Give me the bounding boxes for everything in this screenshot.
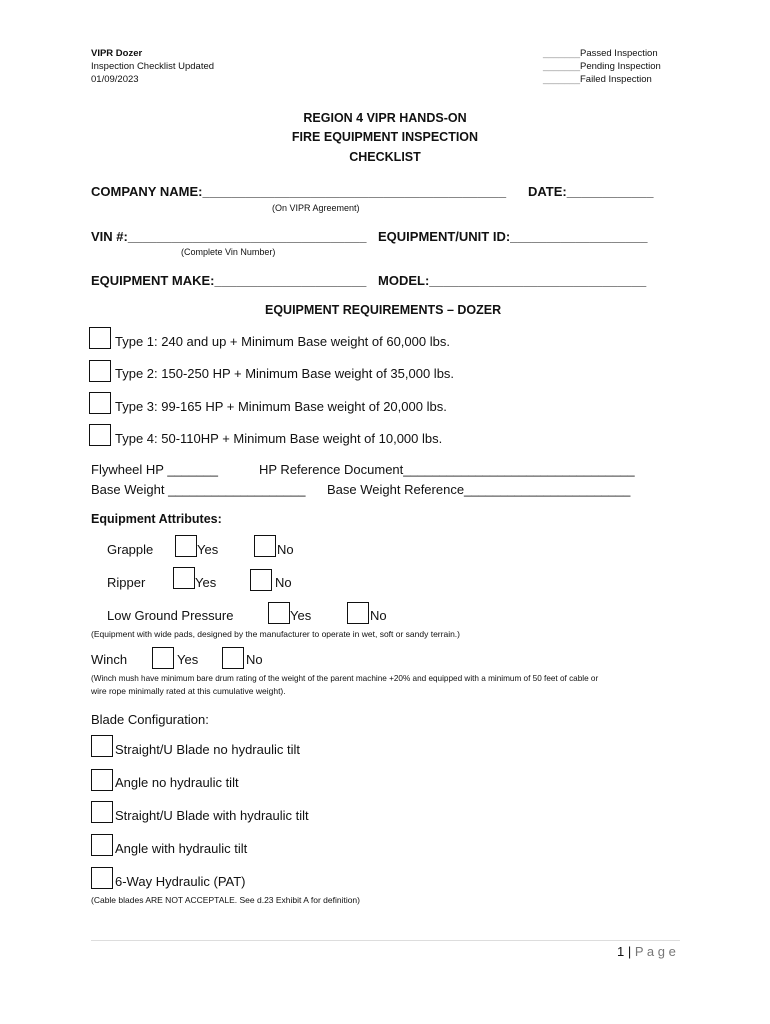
status-passed — [543, 47, 658, 60]
status-label: Failed Inspection — [579, 74, 652, 85]
grapple-no-label: No — [277, 542, 294, 557]
type-4-label: Type 4: 50-110HP + Minimum Base weight of 10,000 lbs. — [115, 431, 443, 446]
blade-option-4-label: Angle with hydraulic tilt — [115, 841, 248, 856]
grapple-no-checkbox[interactable] — [254, 535, 276, 557]
base-weight-reference-field[interactable]: Base Weight Reference_______________________ — [327, 482, 631, 497]
lgp-no-checkbox[interactable] — [347, 602, 369, 624]
footer-divider — [91, 940, 680, 941]
ripper-yes-checkbox[interactable] — [173, 567, 195, 589]
blade-option-5-checkbox[interactable] — [91, 867, 113, 889]
blade-option-1-checkbox[interactable] — [91, 735, 113, 757]
equipment-id-field[interactable]: EQUIPMENT/UNIT ID:___________________ — [378, 229, 648, 244]
status-label: Passed Inspection — [579, 48, 658, 59]
status-blank: _______ — [543, 61, 580, 72]
ripper-no-checkbox[interactable] — [250, 569, 272, 591]
type-3-checkbox[interactable] — [89, 392, 111, 414]
type-2-checkbox[interactable] — [89, 360, 111, 382]
ripper-no-label: No — [275, 575, 292, 590]
page-number: 1 — [617, 944, 625, 959]
winch-no-checkbox[interactable] — [222, 647, 244, 669]
lgp-label: Low Ground Pressure — [107, 608, 234, 623]
winch-yes-checkbox[interactable] — [152, 647, 174, 669]
grapple-label: Grapple — [107, 542, 154, 557]
blade-option-3-checkbox[interactable] — [91, 801, 113, 823]
type-2-label: Type 2: 150-250 HP + Minimum Base weight of 35,000 lbs. — [115, 366, 455, 381]
blade-option-4-checkbox[interactable] — [91, 834, 113, 856]
grapple-yes-label: Yes — [197, 542, 219, 557]
winch-note-line-1: (Winch mush have minimum bare drum rating of the weight of the parent machine +20% and equipped with a minimum of 50 feet of cable or — [91, 674, 599, 683]
status-pending — [543, 60, 661, 73]
page-word: P a g e — [634, 944, 676, 959]
status-failed — [543, 73, 652, 86]
winch-no-label: No — [246, 652, 263, 667]
type-4-checkbox[interactable] — [89, 424, 111, 446]
blade-heading: Blade Configuration: — [91, 712, 209, 727]
equipment-make-field[interactable]: EQUIPMENT MAKE:_____________________ — [91, 273, 367, 288]
winch-note-line-2: wire rope minimally rated at this cumulative weight). — [91, 686, 286, 696]
blade-option-2-label: Angle no hydraulic tilt — [115, 775, 239, 790]
grapple-yes-checkbox[interactable] — [175, 535, 197, 557]
lgp-yes-checkbox[interactable] — [268, 602, 290, 624]
blade-option-3-label: Straight/U Blade with hydraulic tilt — [115, 808, 309, 823]
flywheel-hp-field[interactable]: Flywheel HP _______ — [91, 462, 218, 477]
doc-date: 01/09/2023 — [91, 74, 139, 85]
doc-subtitle: Inspection Checklist Updated — [91, 61, 215, 72]
hp-reference-field[interactable]: HP Reference Document________________________________ — [259, 462, 635, 477]
lgp-no-label: No — [370, 608, 387, 623]
page-separator: | — [627, 944, 632, 959]
ripper-label: Ripper — [107, 575, 146, 590]
title-line-1: REGION 4 VIPR HANDS-ON — [303, 111, 467, 125]
type-1-checkbox[interactable] — [89, 327, 111, 349]
company-name-field[interactable]: COMPANY NAME:__________________________________________ — [91, 184, 507, 199]
vin-hint: (Complete Vin Number) — [181, 247, 276, 257]
type-3-label: Type 3: 99-165 HP + Minimum Base weight of 20,000 lbs. — [115, 399, 447, 414]
blade-option-1-label: Straight/U Blade no hydraulic tilt — [115, 742, 300, 757]
page-footer — [617, 944, 676, 959]
blade-note: (Cable blades ARE NOT ACCEPTALE. See d.23 Exhibit A for definition) — [91, 895, 360, 905]
title-line-2: FIRE EQUIPMENT INSPECTION — [291, 130, 479, 144]
vin-field[interactable]: VIN #:_________________________________ — [91, 229, 367, 244]
winch-label: Winch — [91, 652, 128, 667]
date-field[interactable]: DATE:____________ — [528, 184, 654, 199]
lgp-yes-label: Yes — [290, 608, 312, 623]
type-1-label: Type 1: 240 and up + Minimum Base weight of 60,000 lbs. — [115, 334, 450, 349]
title-line-3: CHECKLIST — [349, 150, 421, 164]
status-blank: _______ — [543, 48, 580, 59]
winch-yes-label: Yes — [177, 652, 199, 667]
blade-option-5-label: 6-Way Hydraulic (PAT) — [115, 874, 246, 889]
requirements-heading: EQUIPMENT REQUIREMENTS – DOZER — [265, 303, 502, 317]
lgp-note: (Equipment with wide pads, designed by the manufacturer to operate in wet, soft or sandy terrain.) — [91, 629, 461, 639]
status-label: Pending Inspection — [579, 61, 661, 72]
attributes-heading: Equipment Attributes: — [91, 512, 222, 526]
status-blank: _______ — [543, 74, 580, 85]
blade-option-2-checkbox[interactable] — [91, 769, 113, 791]
model-field[interactable]: MODEL:______________________________ — [378, 273, 647, 288]
doc-name: VIPR Dozer — [91, 48, 143, 59]
base-weight-field[interactable]: Base Weight ___________________ — [91, 482, 306, 497]
ripper-yes-label: Yes — [195, 575, 217, 590]
company-hint: (On VIPR Agreement) — [272, 203, 360, 213]
